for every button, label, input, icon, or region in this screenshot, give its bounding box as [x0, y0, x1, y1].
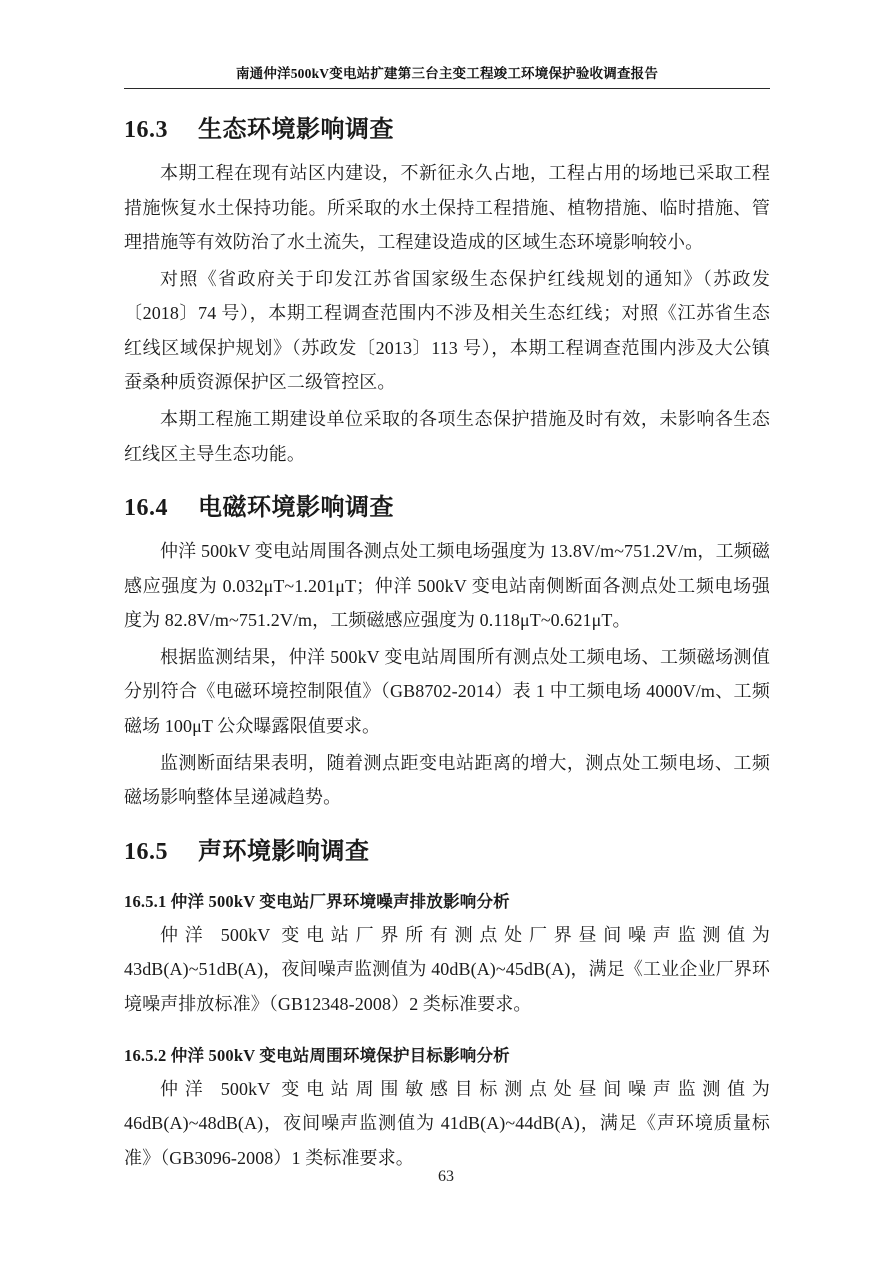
section-number-16-5: 16.5 — [124, 838, 168, 865]
subsection-title-16-5-1: 仲洋 500kV 变电站厂界环境噪声排放影响分析 — [170, 891, 510, 911]
paragraph: 本期工程在现有站区内建设，不新征永久占地，工程占用的场地已采取工程措施恢复水土保持功能。所采取的水土保持工程措施、植物措施、临时措施、管理措施等有效防治了水土流失，工程建设造成的区域生态环境影响较小。 — [124, 163, 770, 253]
paragraph: 仲洋 500kV 变电站周围各测点处工频电场强度为 13.8V/m~751.2V/m，工频磁感应强度为 0.032μT~1.201μT；仲洋 500kV 变电站南侧断面各测点处工频电场强度为 82.8V/m~751.2V/m，工频磁感应强度为 0.118μT~0.621μT。 — [124, 541, 770, 631]
page-content — [124, 62, 770, 1177]
subsection-number-16-5-2: 16.5.2 — [124, 1045, 167, 1065]
paragraph: 对照《省政府关于印发江苏省国家级生态保护红线规划的通知》（苏政发〔2018〕74 号），本期工程调查范围内不涉及相关生态红线；对照《江苏省生态红线区域保护规划》（苏政发〔2013〕113 号），本期工程调查范围内涉及大公镇蚕桑种质资源保护区二级管控区。 — [124, 268, 770, 393]
running-header: 南通仲洋500kV变电站扩建第三台主变工程竣工环境保护验收调查报告 — [235, 66, 659, 81]
section-number-16-3: 16.3 — [124, 117, 168, 143]
page-number: 63 — [438, 1168, 454, 1185]
section-title-16-3: 生态环境影响调查 — [198, 117, 394, 143]
subsection-number-16-5-1: 16.5.1 — [124, 891, 167, 911]
paragraph: 本期工程施工期建设单位采取的各项生态保护措施及时有效，未影响各生态红线区主导生态功能。 — [124, 409, 770, 464]
section-title-16-5: 声环境影响调查 — [198, 838, 370, 865]
paragraph: 根据监测结果，仲洋 500kV 变电站周围所有测点处工频电场、工频磁场测值分别符合《电磁环境控制限值》（GB8702-2014）表 1 中工频电场 4000V/m、工频磁场 100μT 公众曝露限值要求。 — [124, 646, 770, 737]
paragraph: 仲洋 500kV 变电站周围敏感目标测点处昼间噪声监测值为 46dB(A)~48dB(A)，夜间噪声监测值为 41dB(A)~44dB(A)，满足《声环境质量标准》（GB3096-2008）1 类标准要求。 — [124, 1078, 770, 1168]
section-number-16-4: 16.4 — [124, 495, 168, 522]
section-heading-16-5 — [124, 837, 770, 868]
section-heading-16-3 — [124, 115, 770, 146]
header-divider — [124, 88, 770, 89]
paragraph: 仲洋 500kV 变电站厂界所有测点处厂界昼间噪声监测值为 43dB(A)~51dB(A)，夜间噪声监测值为 40dB(A)~45dB(A)，满足《工业企业厂界环境噪声排放标准》（GB12348-2008）2 类标准要求。 — [124, 924, 770, 1014]
section-heading-16-4 — [124, 493, 770, 524]
paragraph: 监测断面结果表明，随着测点距变电站距离的增大，测点处工频电场、工频磁场影响整体呈递减趋势。 — [124, 752, 770, 808]
subsection-title-16-5-2: 仲洋 500kV 变电站周围环境保护目标影响分析 — [170, 1045, 510, 1065]
subsection-heading-16-5-2 — [124, 1042, 770, 1066]
section-title-16-4: 电磁环境影响调查 — [198, 495, 394, 522]
subsection-heading-16-5-1 — [124, 888, 770, 912]
